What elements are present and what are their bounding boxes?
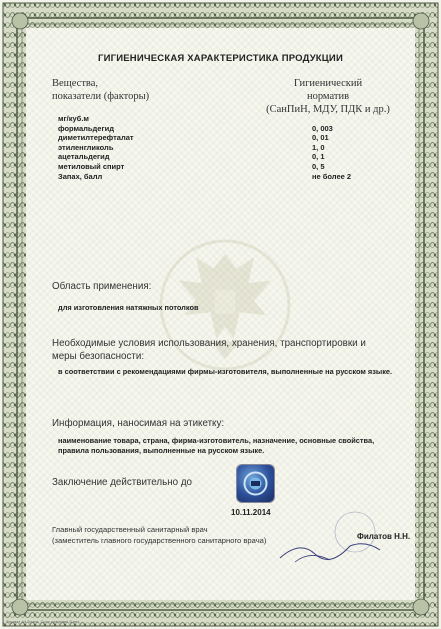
footer-note: Формат А4 Бланк. Срок хранения 5 лет. [6,619,80,624]
table-row [58,172,388,182]
table-row [58,152,388,162]
norm-header-line: норматив [306,91,350,102]
signer-title [52,525,266,546]
table-row [58,162,388,172]
document-title: ГИГИЕНИЧЕСКАЯ ХАРАКТЕРИСТИКА ПРОДУКЦИИ [98,53,343,64]
signer-title-line: (заместитель главного государственного санитарного врача) [52,535,267,545]
substance-name: диметилтерефталат [58,133,134,143]
label-info-text: наименование товара, страна, фирма-изготовитель, назначение, основные свойства, правила пользования, выполненные на русском языке. [58,436,375,455]
hologram-seal-icon [237,465,274,502]
conditions-text: в соответствии с рекомендациями фирмы-изготовителя, выполненные на русском языке. [58,367,393,376]
substance-name: формальдегид [58,123,114,133]
substance-name: этиленгликоль [58,142,114,152]
signer-title-line: Главный государственный санитарный врач [52,525,208,534]
scope-label: Область применения: [52,281,152,292]
substance-value: 0, 1 [312,152,325,162]
substance-value: 0, 5 [312,161,325,171]
substances-header-line: Вещества, [52,78,99,89]
norm-column-header [258,77,398,116]
substance-value: 1, 0 [312,142,325,152]
substances-column-header [52,77,149,103]
norm-header-line: Гигиенический [293,78,363,89]
norm-header-line: (СанПиН, МДУ, ПДК и др.) [266,104,390,115]
signer-name: Филатов Н.Н. [357,532,411,541]
scope-text: для изготовления натяжных потолков [58,303,199,312]
substances-table [58,114,388,181]
validity-date: 10.11.2014 [231,508,271,517]
table-row [58,133,388,143]
substance-name: Запах, балл [58,171,103,181]
unit-label: мг/куб.м [58,114,89,123]
substance-name: ацетальдегид [58,152,110,162]
substance-value: 0, 01 [312,133,329,143]
substances-header-line: показатели (факторы) [52,91,150,102]
table-row [58,143,388,153]
substance-name: метиловый спирт [58,161,125,171]
substance-value: не более 2 [312,171,352,181]
table-row [58,124,388,134]
conditions-label: Необходимые условия использования, хранения, транспортировки и меры безопасности: [52,338,366,362]
validity-label: Заключение действительно до [52,477,192,488]
label-info-label: Информация, наносимая на этикетку: [52,418,225,429]
substance-value: 0, 003 [312,123,333,133]
